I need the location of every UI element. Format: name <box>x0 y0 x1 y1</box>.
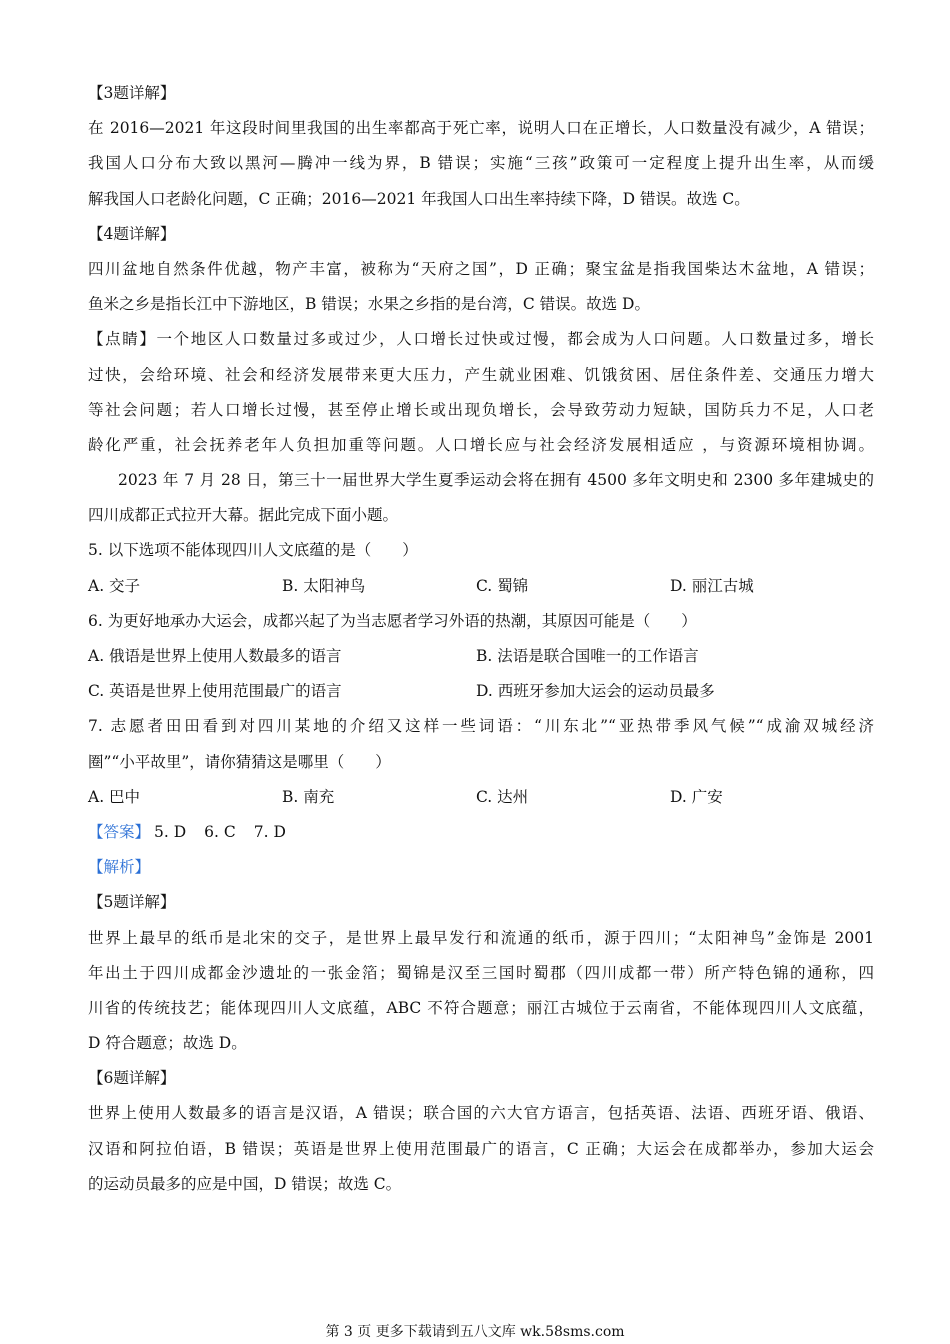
analysis-label: 【解析】 <box>88 858 151 877</box>
tip-line-3: 等社会问题；若人口增长过慢，甚至停止增长或出现负增长，会导致劳动力短缺，国防兵力不足，人口老 <box>88 400 874 419</box>
q6-option-d: D. 西班牙参加大运会的运动员最多 <box>476 682 715 701</box>
passage-line-1: 2023 年 7 月 28 日，第三十一届世界大学生夏季运动会将在拥有 4500 多年文明史和 2300 多年建城史的 <box>118 471 874 490</box>
q6-options-row-2 <box>88 674 874 709</box>
q4-detail-line-1: 四川盆地自然条件优越，物产丰富，被称为“天府之国”，D 正确；聚宝盆是指我国柴达木盆地，A 错误； <box>88 259 874 278</box>
q5-detail-line-4: D 符合题意；故选 D。 <box>88 1034 247 1053</box>
q7-option-a: A. 巴中 <box>88 787 141 806</box>
q5-detail-line-2: 年出土于四川成都金沙遗址的一张金箔；蜀锦是汉至三国时蜀郡（四川成都一带）所产特色锦的通称，四 <box>88 963 874 982</box>
answer-label: 【答案】 <box>88 822 151 841</box>
q6-stem: 6. 为更好地承办大运会，成都兴起了为当志愿者学习外语的热潮，其原因可能是（ ） <box>88 611 697 630</box>
q5-option-c: C. 蜀锦 <box>476 576 529 595</box>
q7-stem-line-1: 7. 志愿者田田看到对四川某地的介绍又这样一些词语：“川东北”“亚热带季风气候”“成渝双城经济 <box>88 717 874 736</box>
q5-options <box>88 569 874 604</box>
q3-detail-line-1: 在 2016—2021 年这段时间里我国的出生率都高于死亡率，说明人口在正增长，人口数量没有减少，A 错误； <box>88 119 874 138</box>
tip-first-text: 一个地区人口数量过多或过少，人口增长过快或过慢，都会成为人口问题。人口数量过多，增长 <box>156 330 874 349</box>
q6-detail-line-2: 汉语和阿拉伯语，B 错误；英语是世界上使用范围最广的语言，C 正确；大运会在成都举办，参加大运会 <box>88 1139 874 1158</box>
answer-item-5: 5. D <box>154 822 187 841</box>
page-footer: 第 3 页 更多下载请到五八文库 wk.58sms.com <box>325 1324 625 1340</box>
q7-stem-line-2: 圈”“小平故里”，请你猜猜这是哪里（ ） <box>88 752 391 771</box>
q5-stem: 5. 以下选项不能体现四川人文底蕴的是（ ） <box>88 541 418 560</box>
q6-options-row-1 <box>88 639 874 674</box>
q5-option-a: A. 交子 <box>88 576 141 595</box>
q5-detail-line-1: 世界上最早的纸币是北宋的交子，是世界上最早发行和流通的纸币，源于四川；“太阳神鸟”金饰是 2001 <box>88 928 874 947</box>
q6-detail-heading: 【6题详解】 <box>88 1069 176 1088</box>
q3-detail-line-3: 解我国人口老龄化问题，C 正确；2016—2021 年我国人口出生率持续下降，D 错误。故选 C。 <box>88 189 750 208</box>
q7-option-d: D. 广安 <box>670 787 723 806</box>
q6-option-c: C. 英语是世界上使用范围最广的语言 <box>88 682 342 701</box>
q5-option-d: D. 丽江古城 <box>670 576 754 595</box>
document-page <box>88 76 874 1202</box>
passage-line-2: 四川成都正式拉开大幕。据此完成下面小题。 <box>88 506 399 525</box>
q5-detail-heading: 【5题详解】 <box>88 893 176 912</box>
tip-line-1 <box>88 322 874 357</box>
q7-option-c: C. 达州 <box>476 787 529 806</box>
answer-item-7: 7. D <box>253 822 286 841</box>
q6-detail-line-3: 的运动员最多的应是中国，D 错误；故选 C。 <box>88 1174 402 1193</box>
answer-item-6: 6. C <box>204 822 236 841</box>
q7-option-b: B. 南充 <box>282 787 335 806</box>
q4-detail-heading: 【4题详解】 <box>88 224 176 243</box>
answer-line <box>88 815 874 850</box>
q5-option-b: B. 太阳神鸟 <box>282 576 366 595</box>
q7-options <box>88 780 874 815</box>
q5-detail-line-3: 川省的传统技艺；能体现四川人文底蕴，ABC 不符合题意；丽江古城位于云南省，不能体现四川人文底蕴， <box>88 998 874 1017</box>
q6-option-b: B. 法语是联合国唯一的工作语言 <box>476 647 699 665</box>
q3-detail-line-2: 我国人口分布大致以黑河—腾冲一线为界，B 错误；实施“三孩”政策可一定程度上提升出生率，从而缓 <box>88 154 874 173</box>
q3-detail-heading: 【3题详解】 <box>88 84 176 102</box>
q6-option-a: A. 俄语是世界上使用人数最多的语言 <box>88 647 342 665</box>
q4-detail-line-2: 鱼米之乡是指长江中下游地区，B 错误；水果之乡指的是台湾，C 错误。故选 D。 <box>88 295 650 314</box>
q6-detail-line-1: 世界上使用人数最多的语言是汉语，A 错误；联合国的六大官方语言，包括英语、法语、西班牙语、俄语、 <box>88 1104 874 1123</box>
tip-line-2: 过快，会给环境、社会和经济发展带来更大压力，产生就业困难、饥饿贫困、居住条件差、交通压力增大 <box>88 365 874 384</box>
tip-label: 【点睛】 <box>88 330 157 349</box>
tip-line-4: 龄化严重，社会抚养老年人负担加重等问题。人口增长应与社会经济发展相适应 ，与资源环境相协调。 <box>88 435 874 454</box>
